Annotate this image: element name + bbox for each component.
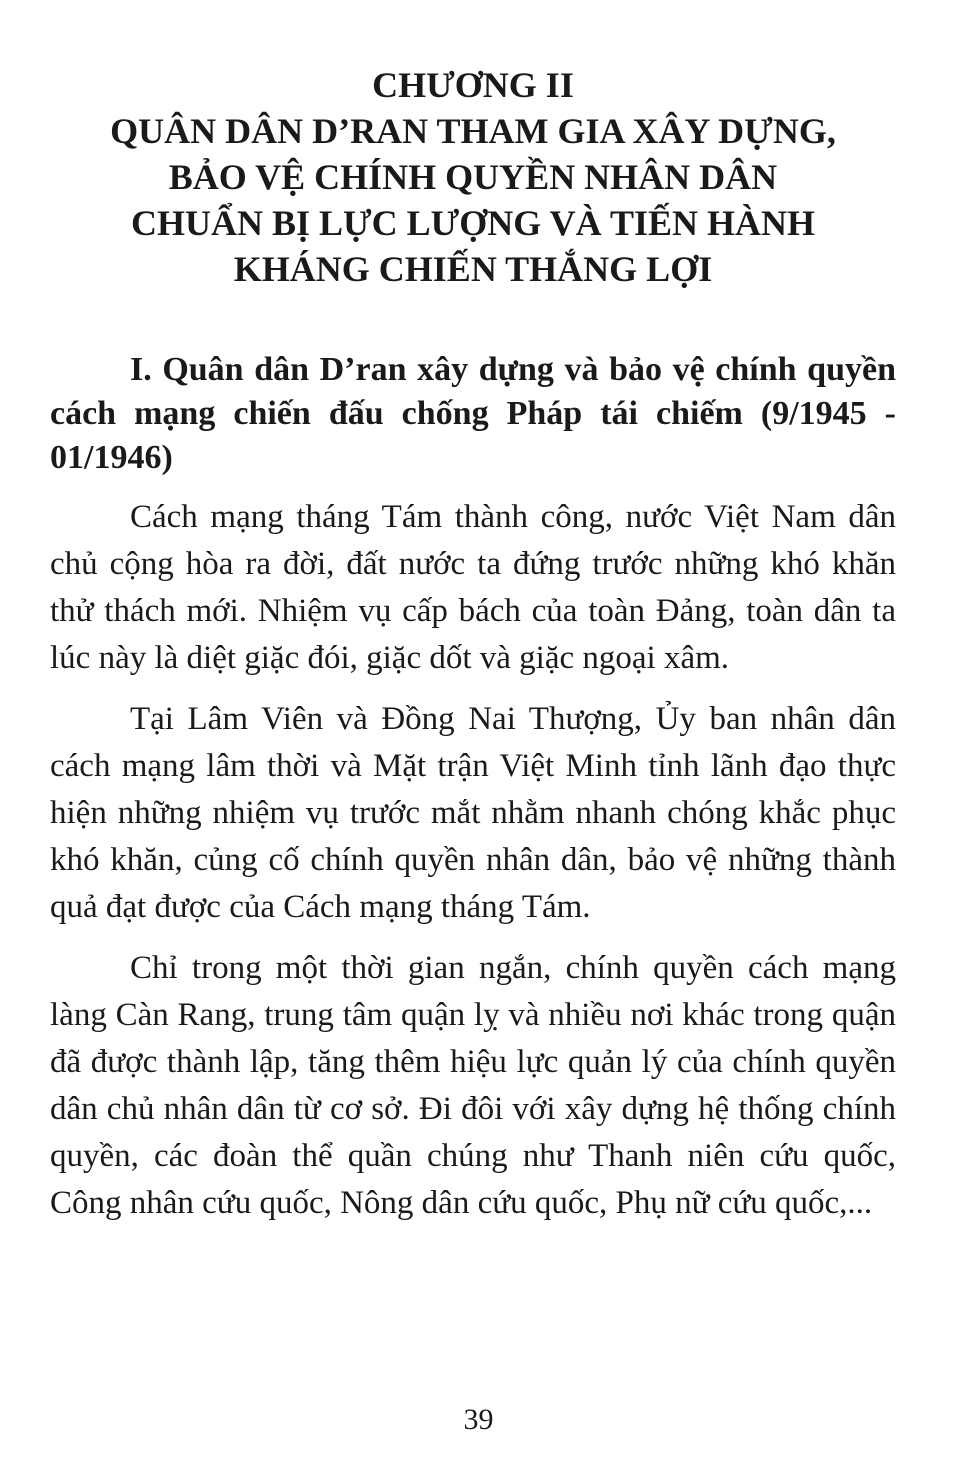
chapter-title-line-4: KHÁNG CHIẾN THẮNG LỢI: [233, 249, 713, 289]
body-paragraph-2: Tại Lâm Viên và Đồng Nai Thượng, Ủy ban nhân dân cách mạng lâm thời và Mặt trận Việt Minh tỉnh lãnh đạo thực hiện những nhiệm vụ trước mắt nhằm nhanh chóng khắc phục khó khăn, củng cố chính quyền nhân dân, bảo vệ những thành quả đạt được của Cách mạng tháng Tám.: [50, 701, 896, 925]
section-title: I. Quân dân D’ran xây dựng và bảo vệ chính quyền cách mạng chiến đấu chống Pháp tái chiếm (9/1945 - 01/1946): [50, 351, 896, 476]
chapter-heading: [50, 62, 896, 292]
page-number: 39: [463, 1403, 494, 1436]
chapter-title-line-3: CHUẨN BỊ LỰC LƯỢNG VÀ TIẾN HÀNH: [130, 203, 816, 243]
chapter-number: CHƯƠNG II: [372, 65, 574, 105]
chapter-title-line-2: BẢO VỆ CHÍNH QUYỀN NHÂN DÂN: [168, 157, 778, 197]
book-page: [50, 62, 896, 1227]
chapter-title-line-1: QUÂN DÂN D’RAN THAM GIA XÂY DỰNG,: [110, 111, 836, 151]
body-paragraph-1: Cách mạng tháng Tám thành công, nước Việt Nam dân chủ cộng hòa ra đời, đất nước ta đứng trước những khó khăn thử thách mới. Nhiệm vụ cấp bách của toàn Đảng, toàn dân ta lúc này là diệt giặc đói, giặc dốt và giặc ngoại xâm.: [50, 499, 896, 676]
body-paragraph-3: Chỉ trong một thời gian ngắn, chính quyền cách mạng làng Càn Rang, trung tâm quận lỵ và nhiều nơi khác trong quận đã được thành lập, tăng thêm hiệu lực quản lý của chính quyền dân chủ nhân dân từ cơ sở. Đi đôi với xây dựng hệ thống chính quyền, các đoàn thể quần chúng như Thanh niên cứu quốc, Công nhân cứu quốc, Nông dân cứu quốc, Phụ nữ cứu quốc,...: [50, 950, 896, 1221]
